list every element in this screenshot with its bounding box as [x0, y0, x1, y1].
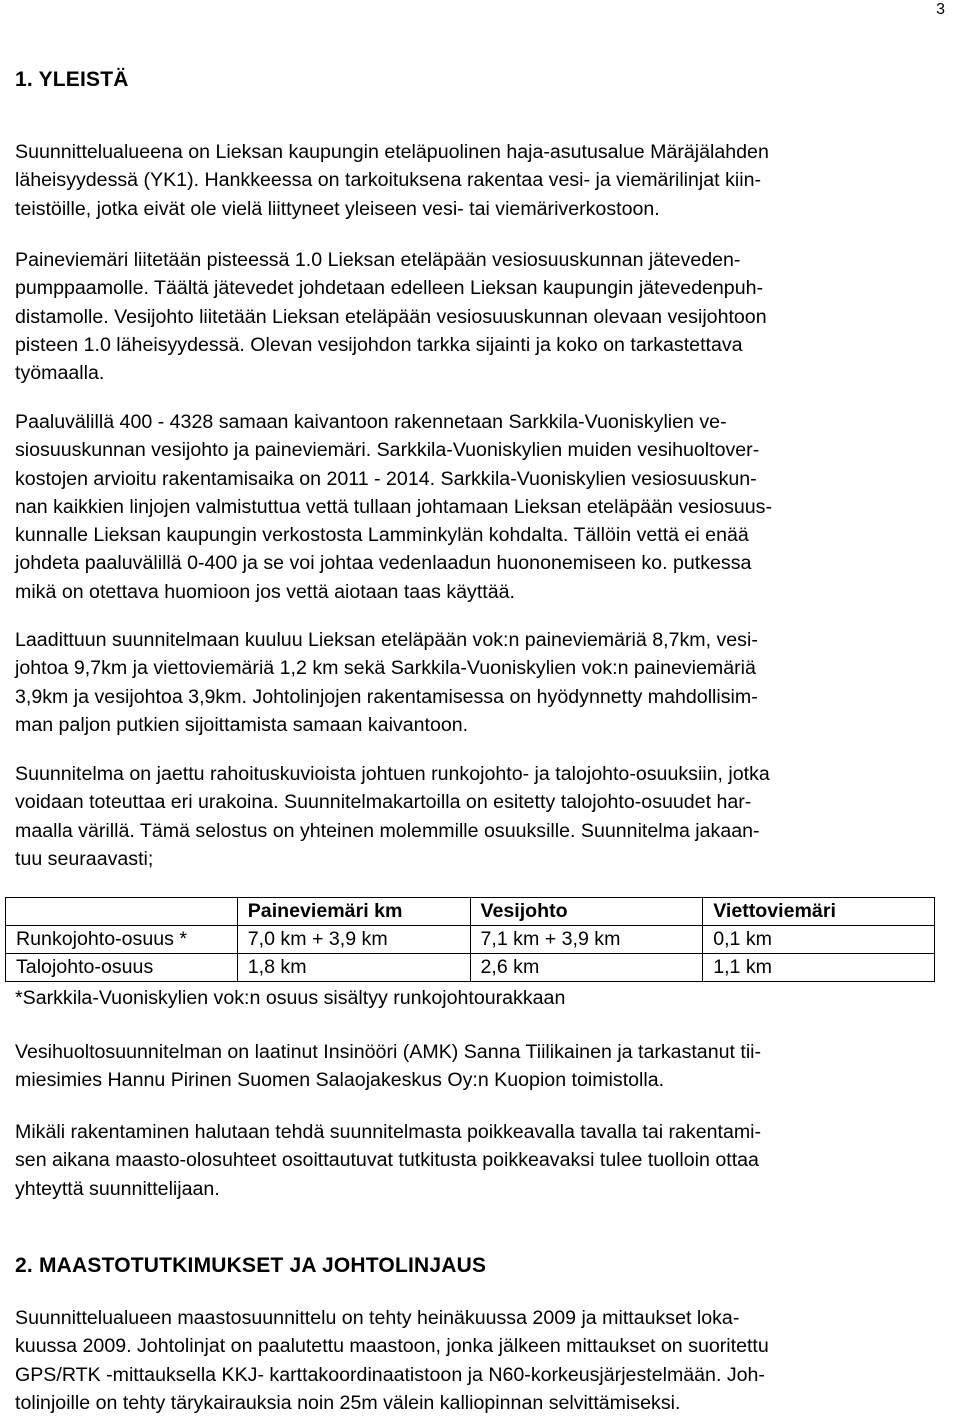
table-cell: 2,6 km	[470, 954, 703, 982]
table-row	[6, 954, 935, 982]
page-number: 3	[936, 1, 945, 18]
table-cell: Runkojohto-osuus *	[6, 926, 238, 954]
text-line: tolinjoille on tehty tärykairauksia noin 25m välein kalliopinnan selvittämiseksi.	[15, 1391, 681, 1414]
paragraph-deviation-notice	[15, 1118, 945, 1203]
text-line: kostojen arvioitu rakentamisaika on 2011 - 2014. Sarkkila-Vuoniskylien vesiosuuskun-	[15, 467, 757, 490]
text-line: mikä on otettava huomioon jos vettä aiotaan taas käyttää.	[15, 580, 515, 603]
text-line: sen aikana maasto-olosuhteet osoittautuvat tutkitusta poikkeavaksi tulee tuolloin ottaa	[15, 1149, 759, 1172]
table-header-cell: Viettoviemäri	[703, 898, 935, 926]
text-line: pumppaamolle. Täältä jätevedet johdetaan edelleen Lieksan kaupungin jätevedenpuh-	[15, 277, 764, 300]
text-line: Vesihuoltosuunnitelman on laatinut Insinööri (AMK) Sanna Tiilikainen ja tarkastanut tii-	[15, 1041, 762, 1063]
text-line: Paaluvälillä 400 - 4328 samaan kaivantoon rakennetaan Sarkkila-Vuoniskylien ve-	[15, 411, 727, 433]
paragraph-connection	[15, 246, 945, 387]
text-line: Laadittuun suunnitelmaan kuuluu Lieksan eteläpään vok:n paineviemäriä 8,7km, vesi-	[15, 629, 758, 651]
text-line: maalla värillä. Tämä selostus on yhteinen molemmille osuuksille. Suunnitelma jakaan-	[15, 819, 760, 842]
table-row	[6, 926, 935, 954]
text-line: pisteen 1.0 läheisyydessä. Olevan vesijohdon tarkka sijainti ja koko on tarkastettava	[15, 333, 743, 356]
text-line: johdeta paaluvälillä 0-400 ja se voi johtaa vedenlaadun huononemiseen ko. putkessa	[15, 552, 752, 575]
table-footnote: *Sarkkila-Vuoniskylien vok:n osuus sisältyy runkojohtourakkaan	[15, 987, 566, 1009]
text-line: kuussa 2009. Johtolinjat on paalutettu maastoon, jonka jälkeen mittaukset on suoritettu	[15, 1335, 769, 1358]
text-line: tuu seuraavasti;	[15, 847, 154, 870]
text-line: johtoa 9,7km ja viettoviemäriä 1,2 km sekä Sarkkila-Vuoniskylien vok:n paineviemäriä	[15, 657, 756, 680]
paragraph-field-survey	[15, 1304, 945, 1417]
text-line: kunnalle Lieksan kaupungin verkostosta Lamminkylän kohdalta. Tällöin vettä ei enää	[15, 524, 749, 547]
text-line: 3,9km ja vesijohtoa 3,9km. Johtolinjojen rakentamisessa on hyödynnetty mahdollisim-	[15, 685, 758, 708]
table-cell: 0,1 km	[703, 926, 935, 954]
text-line: siosuuskunnan vesijohto ja paineviemäri. Sarkkila-Vuoniskylien muiden vesihuoltover-	[15, 439, 760, 462]
text-line: miesimies Hannu Pirinen Suomen Salaojakeskus Oy:n Kuopion toimistolla.	[15, 1069, 665, 1092]
text-line: nan kaikkien linjojen valmistuttua vettä tullaan johtamaan Lieksan eteläpään vesiosuus-	[15, 495, 772, 518]
pipeline-length-table	[5, 897, 935, 982]
paragraph-plan-division	[15, 760, 945, 873]
paragraph-pile-interval	[15, 408, 945, 606]
text-line: GPS/RTK -mittauksella KKJ- karttakoordinaatistoon ja N60-korkeusjärjestelmään. Joh-	[15, 1363, 765, 1386]
text-line: Paineviemäri liitetään pisteessä 1.0 Lieksan eteläpään vesiosuuskunnan jäteveden-	[15, 249, 741, 271]
paragraph-intro	[15, 138, 945, 223]
text-line: distamolle. Vesijohto liitetään Lieksan eteläpään vesiosuuskunnan olevaan vesijohtoon	[15, 305, 767, 328]
table-header-cell	[6, 898, 238, 926]
text-line: työmaalla.	[15, 362, 105, 385]
table-cell: Talojohto-osuus	[6, 954, 238, 982]
text-line: teistöille, jotka eivät ole vielä liittyneet yleiseen vesi- tai viemäriverkostoon.	[15, 197, 660, 220]
table-cell: 7,0 km + 3,9 km	[237, 926, 470, 954]
table-header-row	[6, 898, 935, 926]
text-line: Suunnittelualueena on Lieksan kaupungin eteläpuolinen haja-asutusalue Märäjälahden	[15, 141, 769, 163]
text-line: man paljon putkien sijoittamista samaan kaivantoon.	[15, 713, 469, 736]
table-cell: 1,1 km	[703, 954, 935, 982]
table-cell: 7,1 km + 3,9 km	[470, 926, 703, 954]
table-header-cell: Paineviemäri km	[237, 898, 470, 926]
text-line: Suunnitelma on jaettu rahoituskuvioista johtuen runkojohto- ja talojohto-osuuksiin, jotka	[15, 763, 770, 785]
text-line: läheisyydessä (YK1). Hankkeessa on tarkoituksena rakentaa vesi- ja viemärilinjat kiin-	[15, 169, 761, 192]
paragraph-plan-contents	[15, 626, 945, 739]
text-line: Suunnittelualueen maastosuunnittelu on tehty heinäkuussa 2009 ja mittaukset loka-	[15, 1307, 740, 1329]
text-line: voidaan toteuttaa eri urakoina. Suunnitelmakartoilla on esitetty talojohto-osuudet har-	[15, 791, 752, 814]
paragraph-authors	[15, 1038, 945, 1095]
text-line: Mikäli rakentaminen halutaan tehdä suunnitelmasta poikkeavalla tavalla tai rakentami-	[15, 1121, 762, 1143]
section-heading-maastotutkimukset: 2. MAASTOTUTKIMUKSET JA JOHTOLINJAUS	[15, 1254, 487, 1277]
table-cell: 1,8 km	[237, 954, 470, 982]
section-heading-yleista: 1. YLEISTÄ	[15, 68, 129, 91]
table-header-cell: Vesijohto	[470, 898, 703, 926]
text-line: yhteyttä suunnittelijaan.	[15, 1177, 220, 1200]
